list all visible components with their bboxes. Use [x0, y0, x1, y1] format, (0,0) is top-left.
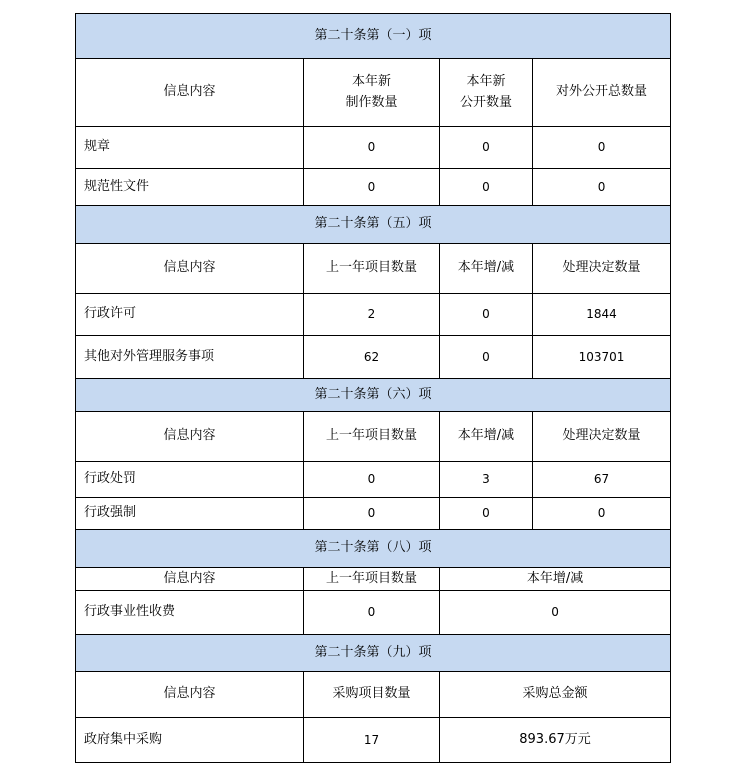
table-cell: 0	[533, 169, 671, 206]
row-label: 规范性文件	[76, 169, 304, 206]
disclosure-table	[75, 13, 671, 763]
column-header: 处理决定数量	[533, 412, 671, 462]
column-header: 信息内容	[76, 568, 304, 591]
column-header: 上一年项目数量	[304, 412, 440, 462]
table-cell: 0	[304, 591, 440, 635]
section-title: 第二十条第（八）项	[76, 530, 671, 568]
column-header: 对外公开总数量	[533, 59, 671, 127]
table-cell: 0	[304, 127, 440, 169]
column-header: 本年新 公开数量	[440, 59, 533, 127]
table-cell: 67	[533, 462, 671, 498]
column-header: 本年新 制作数量	[304, 59, 440, 127]
section-title: 第二十条第（六）项	[76, 379, 671, 412]
table-cell: 2	[304, 294, 440, 336]
column-header: 上一年项目数量	[304, 244, 440, 294]
table-cell: 893.67万元	[440, 718, 671, 763]
table-cell: 17	[304, 718, 440, 763]
section-title: 第二十条第（一）项	[76, 14, 671, 59]
table-cell: 0	[440, 591, 671, 635]
row-label: 行政许可	[76, 294, 304, 336]
table-cell: 0	[304, 498, 440, 530]
row-label: 规章	[76, 127, 304, 169]
row-label: 其他对外管理服务事项	[76, 336, 304, 379]
table-cell: 0	[440, 127, 533, 169]
row-label: 行政强制	[76, 498, 304, 530]
table-cell: 103701	[533, 336, 671, 379]
column-header: 本年增/减	[440, 412, 533, 462]
column-header: 信息内容	[76, 412, 304, 462]
column-header: 信息内容	[76, 244, 304, 294]
column-header: 本年增/减	[440, 244, 533, 294]
column-header: 处理决定数量	[533, 244, 671, 294]
table-cell: 0	[304, 169, 440, 206]
row-label: 行政处罚	[76, 462, 304, 498]
row-label: 行政事业性收费	[76, 591, 304, 635]
section-title: 第二十条第（五）项	[76, 206, 671, 244]
table-cell: 62	[304, 336, 440, 379]
table-cell: 0	[440, 294, 533, 336]
table-cell: 0	[533, 498, 671, 530]
table-cell: 0	[304, 462, 440, 498]
table-cell: 0	[440, 498, 533, 530]
column-header: 上一年项目数量	[304, 568, 440, 591]
table-cell: 1844	[533, 294, 671, 336]
column-header: 信息内容	[76, 59, 304, 127]
section-title: 第二十条第（九）项	[76, 635, 671, 672]
table-cell: 0	[440, 169, 533, 206]
table-cell: 0	[440, 336, 533, 379]
row-label: 政府集中采购	[76, 718, 304, 763]
column-header: 采购总金额	[440, 672, 671, 718]
column-header: 本年增/减	[440, 568, 671, 591]
table-cell: 0	[533, 127, 671, 169]
table-cell: 3	[440, 462, 533, 498]
column-header: 信息内容	[76, 672, 304, 718]
column-header: 采购项目数量	[304, 672, 440, 718]
